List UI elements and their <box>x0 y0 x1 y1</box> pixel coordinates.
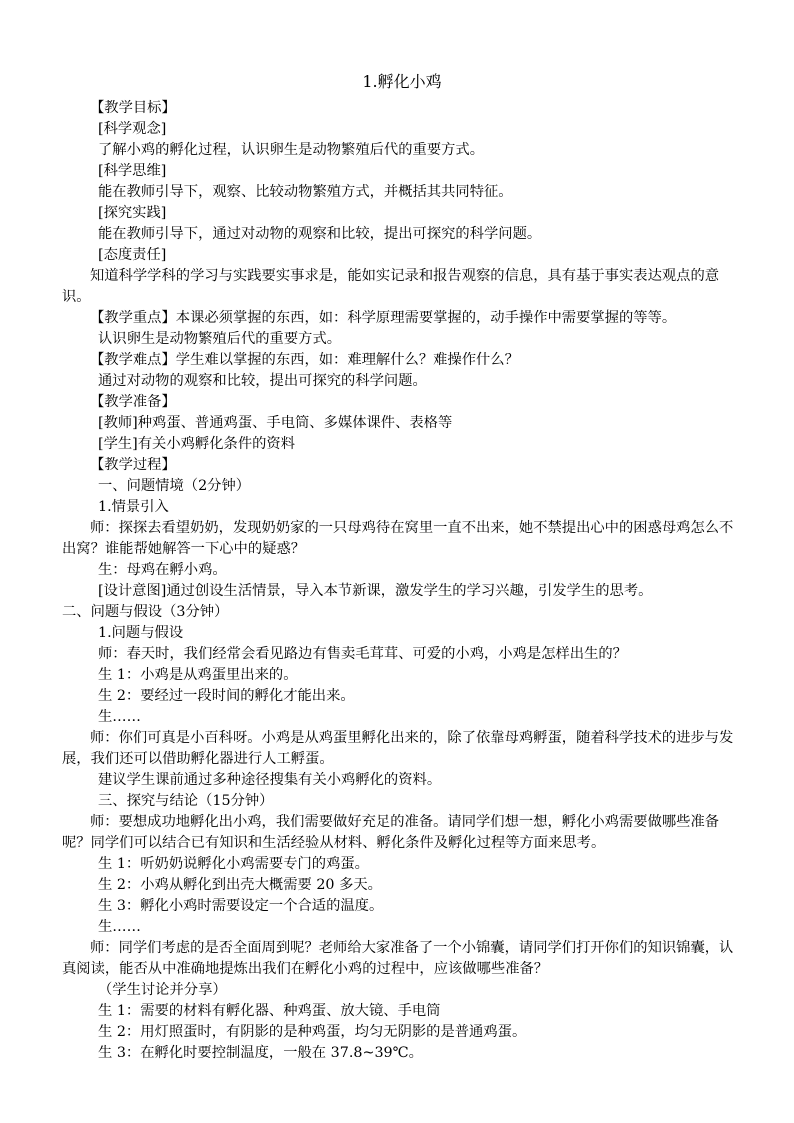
section-2-teacher-text: 师：春天时，我们经常会看见路边有售卖毛茸茸、可爱的小鸡，小鸡是怎样出生的？ <box>98 646 627 662</box>
section-2-student-1: 生 1：小鸡是从鸡蛋里出来的。 <box>98 667 298 683</box>
difficulty-text: 通过对动物的观察和比较，提出可探究的科学问题。 <box>98 373 427 389</box>
science-concept-heading: [科学观念] <box>98 121 167 137</box>
section-3-student-2: 生 2：小鸡从孵化到出壳大概需要 20 多天。 <box>98 877 382 893</box>
section-3-answer-2: 生 2：用灯照蛋时，有阴影的是种鸡蛋，均匀无阴影的是普通鸡蛋。 <box>98 1024 527 1040</box>
section-3-student-1: 生 1：听奶奶说孵化小鸡需要专门的鸡蛋。 <box>98 856 369 872</box>
key-points-line: 【教学重点】本课必须掌握的东西，如：科学原理需要掌握的，动手操作中需要掌握的等等。 <box>90 310 677 326</box>
section-2-suggestion: 建议学生课前通过多种途径搜集有关小鸡孵化的资料。 <box>98 772 442 788</box>
section-3-student-more: 生…… <box>98 919 141 935</box>
section-3-teacher-text-2: 师：同学们考虑的是否全面周到呢？老师给大家准备了一个小锦囊，请同学们打开你们的知识锦囊，认真阅读，能否从中准确地提炼出我们在孵化小鸡的过程中，应该做哪些准备？ <box>62 940 734 977</box>
attitude-heading: [态度责任] <box>98 247 167 263</box>
document-page <box>62 70 742 1064</box>
section-3-teacher-text: 师：要想成功地孵化出小鸡，我们需要做好充足的准备。请同学们想一想，孵化小鸡需要做哪些准备呢？同学们可以结合已有知识和生活经验从材料、孵化条件及孵化过程等方面来思考。 <box>62 814 720 851</box>
page-title: 1.孵化小鸡 <box>362 72 442 91</box>
section-2-student-more: 生…… <box>98 709 141 725</box>
science-thinking-text: 能在教师引导下，观察、比较动物繁殖方式，并概括其共同特征。 <box>98 184 513 200</box>
objectives-heading: 【教学目标】 <box>90 100 176 116</box>
prep-student: [学生]有关小鸡孵化条件的资料 <box>98 436 296 452</box>
section-3-answer-1: 生 1：需要的材料有孵化器、种鸡蛋、放大镜、手电筒 <box>98 1003 441 1019</box>
section-2-subheading: 1.问题与假设 <box>98 625 184 641</box>
attitude-text: 知道科学学科的学习与实践要实事求是，能如实记录和报告观察的信息，具有基于事实表达观点的意识。 <box>62 268 720 305</box>
section-1-teacher-text: 师：探探去看望奶奶，发现奶奶家的一只母鸡待在窝里一直不出来，她不禁提出心中的困惑母鸡怎么不出窝？谁能帮她解答一下心中的疑惑？ <box>62 520 734 557</box>
prep-heading: 【教学准备】 <box>90 394 176 410</box>
section-3-heading: 三、探究与结论（15分钟） <box>98 793 274 809</box>
section-2-teacher-text-2: 师：你们可真是小百科呀。小鸡是从鸡蛋里孵化出来的，除了依靠母鸡孵蛋，随着科学技术的进步与发展，我们还可以借助孵化器进行人工孵蛋。 <box>62 730 734 767</box>
section-2-heading: 二、问题与假设（3分钟） <box>62 604 229 620</box>
section-1-subheading: 1.情景引入 <box>98 499 169 515</box>
science-concept-text: 了解小鸡的孵化过程，认识卵生是动物繁殖后代的重要方式。 <box>98 142 485 158</box>
inquiry-text: 能在教师引导下，通过对动物的观察和比较，提出可探究的科学问题。 <box>98 226 542 242</box>
section-1-design-intent: [设计意图]通过创设生活情景，导入本节新课，激发学生的学习兴趣，引发学生的思考。 <box>98 583 653 599</box>
section-3-student-3: 生 3：孵化小鸡时需要设定一个合适的温度。 <box>98 898 384 914</box>
inquiry-heading: [探究实践] <box>98 205 167 221</box>
process-heading: 【教学过程】 <box>90 457 176 473</box>
section-3-discussion-note: （学生讨论并分享） <box>98 982 227 998</box>
prep-teacher: [教师]种鸡蛋、普通鸡蛋、手电筒、多媒体课件、表格等 <box>98 415 453 431</box>
section-1-student-text: 生：母鸡在孵小鸡。 <box>98 562 227 578</box>
difficulty-line: 【教学难点】学生难以掌握的东西，如：难理解什么？难操作什么？ <box>90 352 519 368</box>
section-1-heading: 一、问题情境（2分钟） <box>98 478 251 494</box>
key-points-text: 认识卵生是动物繁殖后代的重要方式。 <box>98 331 342 347</box>
section-2-student-2: 生 2：要经过一段时间的孵化才能出来。 <box>98 688 355 704</box>
science-thinking-heading: [科学思维] <box>98 163 167 179</box>
section-3-answer-3: 生 3：在孵化时要控制温度，一般在 37.8~39℃。 <box>98 1045 423 1061</box>
